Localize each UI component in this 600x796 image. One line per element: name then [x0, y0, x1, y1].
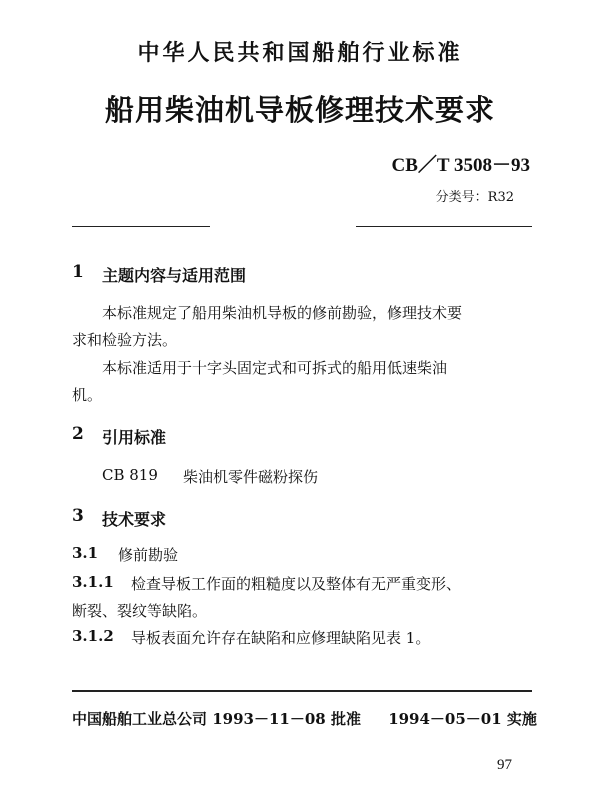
section-1-number: 1 [72, 262, 84, 282]
classification-number: 分类号：R32 [435, 190, 514, 205]
standard-header: 中华人民共和国船舶行业标准 [137, 40, 463, 66]
reference-standard-code: CB 819 [102, 466, 158, 484]
item-3-1-1-line-2: 断裂、裂纹等缺陷。 [72, 602, 208, 620]
approval-line [72, 708, 537, 729]
section-3-title: 技术要求 [102, 510, 167, 529]
section-1-title: 主题内容与适用范围 [102, 266, 247, 285]
section-3-number: 3 [72, 506, 84, 526]
item-3-1-2-text: 导板表面允许存在缺陷和应修理缺陷见表 1。 [131, 629, 431, 647]
page-number: 97 [497, 757, 512, 773]
section-1-paragraph-1-line-1: 本标准规定了船用柴油机导板的修前勘验，修理技术要 [102, 304, 463, 322]
section-2-number: 2 [72, 424, 84, 444]
section-2-title: 引用标准 [102, 428, 167, 447]
subsection-3-1-title: 修前勘验 [118, 546, 179, 564]
approval-date: 中国船舶工业总公司 1993－11－08 批准 [72, 710, 361, 728]
document-title: 船用柴油机导板修理技术要求 [104, 93, 495, 127]
item-3-1-2-number: 3.1.2 [72, 627, 114, 645]
reference-standard-title: 柴油机零件磁粉探伤 [183, 468, 319, 486]
item-3-1-1-line-1: 检查导板工作面的粗糙度以及整体有无严重变形、 [131, 575, 462, 593]
subsection-3-1-number: 3.1 [72, 544, 99, 562]
section-1-paragraph-2-line-2: 机。 [72, 386, 103, 404]
standard-code: CB／T 3508－93 [391, 155, 530, 176]
implementation-date: 1994－05－01 实施 [388, 710, 537, 728]
divider-right [356, 226, 532, 227]
footer-divider [72, 690, 532, 692]
item-3-1-1-number: 3.1.1 [72, 573, 114, 591]
section-1-paragraph-2-line-1: 本标准适用于十字头固定式和可拆式的船用低速柴油 [102, 359, 448, 377]
divider-left [72, 226, 210, 227]
section-1-paragraph-1-line-2: 求和检验方法。 [72, 331, 178, 349]
